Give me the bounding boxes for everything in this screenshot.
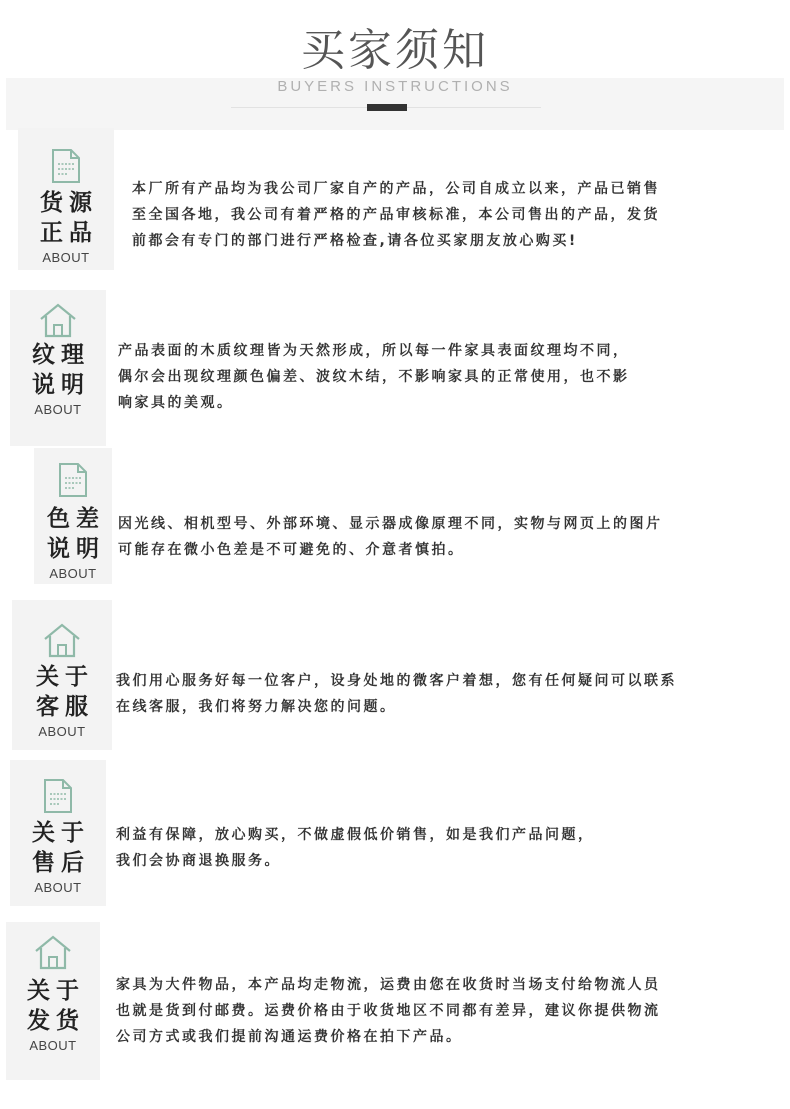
section-label-line2: 发货 <box>27 1008 85 1034</box>
section-badge-aftersales <box>10 760 106 906</box>
page-subtitle: BUYERS INSTRUCTIONS <box>277 78 513 95</box>
section-label-line1: 关于 <box>32 820 90 846</box>
section-about: ABOUT <box>38 724 86 739</box>
section-label-line1: 货源 <box>40 190 98 216</box>
document-icon <box>50 148 82 184</box>
page-title: 买家须知 <box>301 25 489 76</box>
text-line: 前都会有专门的部门进行严格检查,请各位买家朋友放心购买! <box>132 233 578 249</box>
section-label-line2: 正品 <box>40 220 98 246</box>
section-label-line1: 关于 <box>36 664 94 690</box>
section-badge-service <box>12 600 112 750</box>
text-line: 本厂所有产品均为我公司厂家自产的产品，公司自成立以来，产品已销售 <box>132 181 660 197</box>
section-label-line2: 客服 <box>36 694 94 720</box>
text-line: 因光线、相机型号、外部环境、显示器成像原理不同，实物与网页上的图片 <box>118 516 663 532</box>
text-line: 公司方式或我们提前沟通运费价格在拍下产品。 <box>116 1029 463 1045</box>
section-label-line2: 售后 <box>32 850 90 876</box>
text-line: 至全国各地，我公司有着严格的产品审核标准，本公司售出的产品，发货 <box>132 207 660 223</box>
section-badge-texture <box>10 290 106 446</box>
text-line: 我们用心服务好每一位客户，设身处地的微客户着想，您有任何疑问可以联系 <box>116 673 677 689</box>
text-line: 可能存在微小色差是不可避免的、介意者慎拍。 <box>118 542 465 558</box>
section-text-aftersales <box>116 822 595 874</box>
text-line: 家具为大件物品，本产品均走物流，运费由您在收货时当场支付给物流人员 <box>116 977 661 993</box>
section-text-texture <box>118 338 630 416</box>
section-about: ABOUT <box>34 880 82 895</box>
section-badge-shipping <box>6 922 100 1080</box>
section-badge-color <box>34 448 112 584</box>
text-line: 我们会协商退换服务。 <box>116 853 281 869</box>
text-line: 也就是货到付邮费。运费价格由于收货地区不同都有差异，建议你提供物流 <box>116 1003 661 1019</box>
text-line: 在线客服，我们将努力解决您的问题。 <box>116 699 397 715</box>
house-icon <box>42 622 82 658</box>
text-line: 响家具的美观。 <box>118 395 234 411</box>
section-label-line1: 关于 <box>27 978 85 1004</box>
section-about: ABOUT <box>49 566 97 581</box>
section-about: ABOUT <box>42 250 90 265</box>
section-text-color <box>118 511 663 563</box>
text-line: 偶尔会出现纹理颜色偏差、波纹木结，不影响家具的正常使用，也不影 <box>118 369 630 385</box>
section-label-line2: 说明 <box>47 536 105 562</box>
text-line: 产品表面的木质纹理皆为天然形成，所以每一件家具表面纹理均不同， <box>118 343 630 359</box>
section-about: ABOUT <box>34 402 82 417</box>
section-text-shipping <box>116 972 661 1050</box>
section-label-line1: 纹理 <box>32 342 90 368</box>
text-line: 利益有保障，放心购买，不做虚假低价销售，如是我们产品问题， <box>116 827 595 843</box>
section-badge-source <box>18 128 114 270</box>
section-about: ABOUT <box>29 1038 77 1053</box>
section-label-line2: 说明 <box>32 372 90 398</box>
section-text-source <box>132 176 660 254</box>
title-accent-bar <box>367 104 407 111</box>
section-text-service <box>116 668 677 720</box>
house-icon <box>38 302 78 338</box>
section-label-line1: 色差 <box>47 506 105 532</box>
house-icon <box>33 934 73 970</box>
document-icon <box>57 462 89 498</box>
document-icon <box>42 778 74 814</box>
